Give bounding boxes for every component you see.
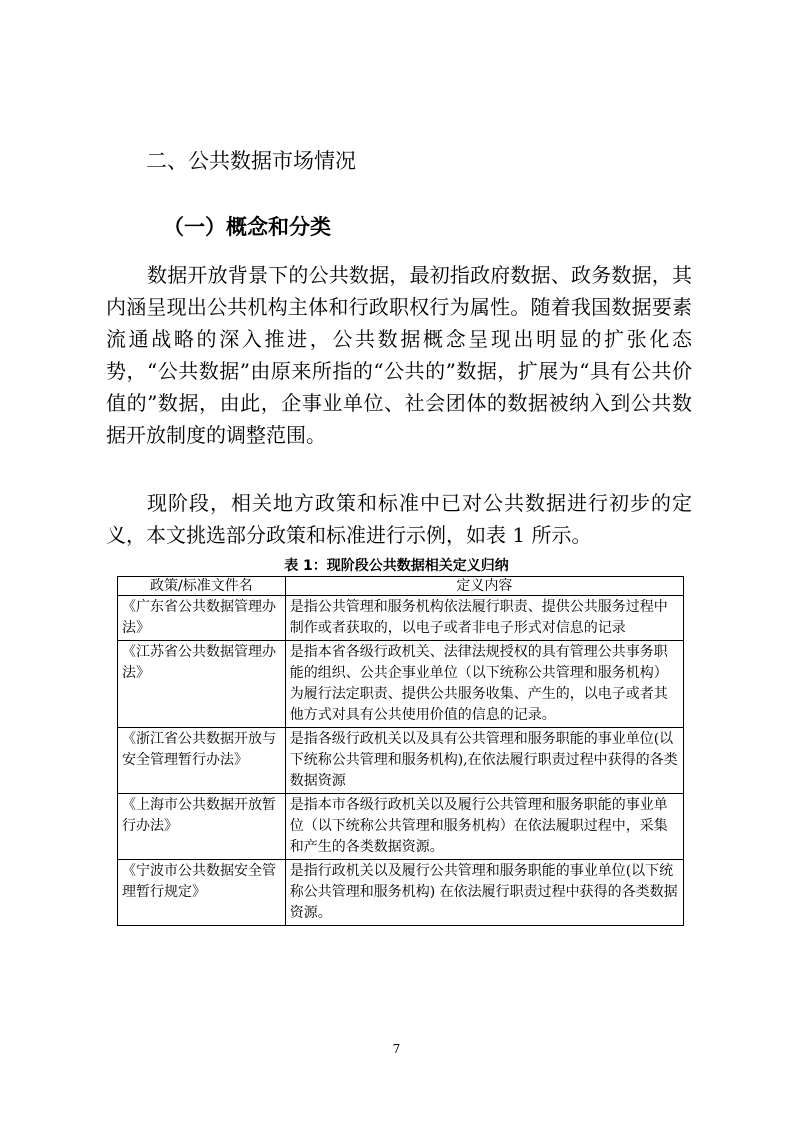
- definition-cell: 是指本市各级行政机关以及履行公共管理和服务职能的事业单位（以下统称公共管理和服务机构）在依法履职过程中，采集和产生的各类数据资源。: [285, 794, 683, 860]
- table-row: [118, 641, 684, 728]
- doc-name-cell: 《宁波市公共数据安全管理暂行规定》: [118, 860, 286, 926]
- table-row: [118, 860, 684, 926]
- table-row: [118, 794, 684, 860]
- column-header-definition: 定义内容: [285, 577, 683, 596]
- column-header-doc: 政策/标准文件名: [118, 577, 286, 596]
- table-header-row: [118, 577, 684, 596]
- definition-cell: 是指公共管理和服务机构依法履行职责、提供公共服务过程中制作或者获取的，以电子或者非电子形式对信息的记录: [285, 596, 683, 641]
- table-caption: 表 1：现阶段公共数据相关定义归纳: [284, 558, 509, 574]
- section-heading: 二、公共数据市场情况: [146, 149, 356, 173]
- doc-name-cell: 《广东省公共数据管理办法》: [118, 596, 286, 641]
- table-row: [118, 596, 684, 641]
- definition-cell: 是指本省各级行政机关、法律法规授权的具有管理公共事务职能的组织、公共企事业单位（以下统称公共管理和服务机构）为履行法定职责、提供公共服务收集、产生的，以电子或者其他方式对具有公共使用价值的信息的记录。: [285, 641, 683, 728]
- doc-name-cell: 《江苏省公共数据管理办法》: [118, 641, 286, 728]
- subsection-heading: （一）概念和分类: [163, 215, 331, 239]
- body-paragraph-2: 现阶段，相关地方政策和标准中已对公共数据进行初步的定义，本文挑选部分政策和标准进行示例，如表 1 所示。: [106, 491, 692, 547]
- doc-name-cell: 《上海市公共数据开放暂行办法》: [118, 794, 286, 860]
- page-number: 7: [392, 1042, 401, 1056]
- doc-name-cell: 《浙江省公共数据开放与安全管理暂行办法》: [118, 728, 286, 794]
- definition-cell: 是指各级行政机关以及具有公共管理和服务职能的事业单位(以下统称公共管理和服务机构),在依法履行职责过程中获得的各类数据资源: [285, 728, 683, 794]
- definitions-table: [117, 576, 684, 926]
- definition-cell: 是指行政机关以及履行公共管理和服务职能的事业单位(以下统称公共管理和服务机构) 在依法履行职责过程中获得的各类数据资源。: [285, 860, 683, 926]
- body-paragraph-1: 数据开放背景下的公共数据，最初指政府数据、政务数据，其内涵呈现出公共机构主体和行政职权行为属性。随着我国数据要素流通战略的深入推进，公共数据概念呈现出明显的扩张化态势，“公共数据”由原来所指的“公共的”数据，扩展为“具有公共价值的”数据，由此，企事业单位、社会团体的数据被纳入到公共数据开放制度的调整范围。: [106, 263, 692, 447]
- table-row: [118, 728, 684, 794]
